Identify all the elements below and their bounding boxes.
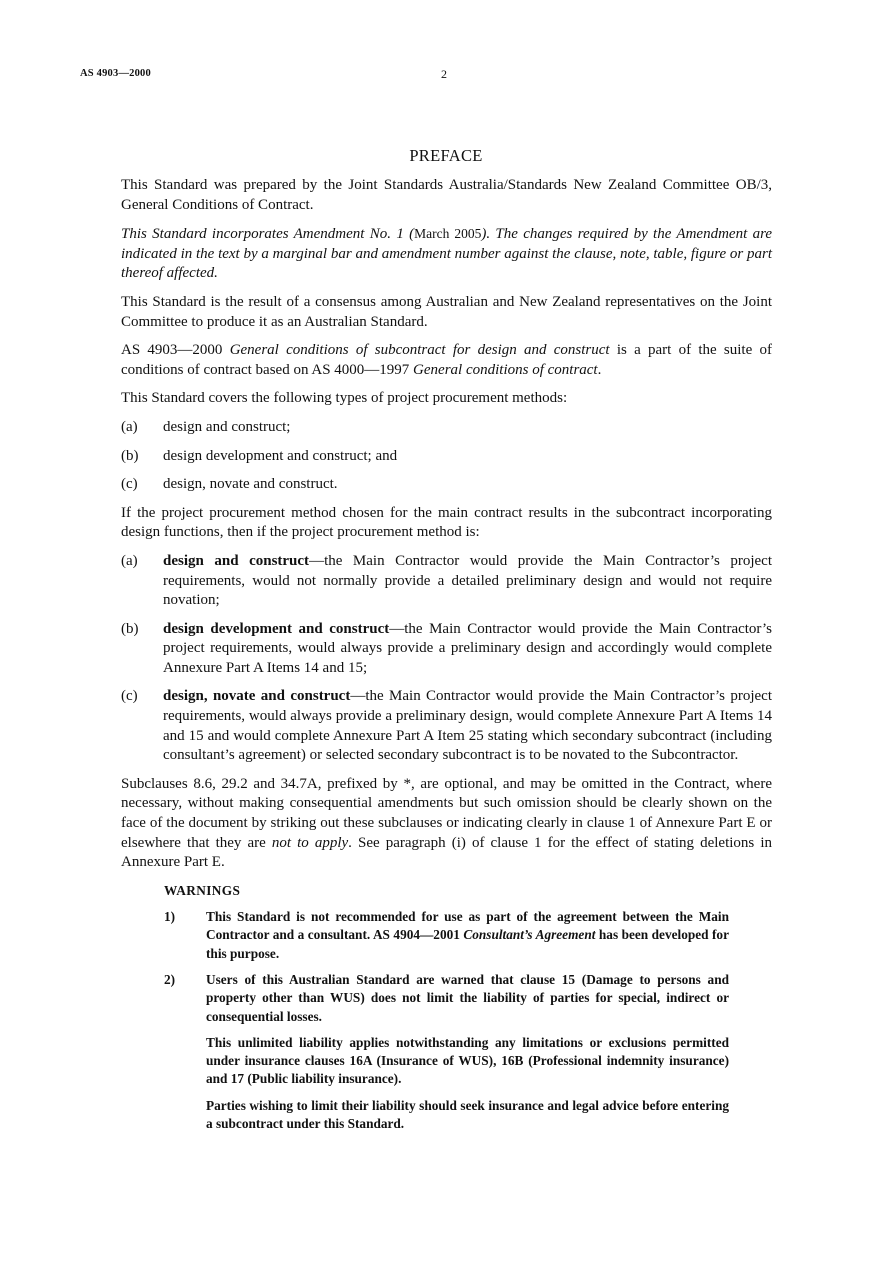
list-item-desc: —the Main Contractor would provide the Main Contractor’s project requirements, would not normally provide a detailed preliminary design and would not require novation;	[163, 552, 772, 609]
list-item-desc: —the Main Contractor would provide the Main Contractor’s project requirements, would always provide a preliminary design and accordingly would complete Annexure Part A Items 14 and 15;	[163, 620, 772, 676]
warning-text	[206, 908, 729, 963]
warning-text: Users of this Australian Standard are warned that clause 15 (Damage to persons and property other than WUS) does not limit the liability of parties for special, indirect or consequential losses.	[206, 972, 729, 1024]
list-item-text	[163, 552, 772, 611]
optional-text-1: Subclauses 8.6, 29.2 and 34.7A, prefixed by *, are optional, and may be omitted in the Contract, where necessary, without making consequential amendments but such omission should be clearly shown on the face of the document by striking out these subclauses or indicating clearly in clause 1 of Annexure Part E or elsewhere that they are	[121, 775, 772, 851]
warnings-title: WARNINGS	[164, 882, 241, 898]
list-item-text: design, novate and construct.	[163, 476, 338, 493]
warning-item	[164, 971, 729, 1026]
paragraph-amendment	[121, 224, 772, 284]
suite-text-3: .	[597, 361, 602, 378]
amendment-text-start: This Standard incorporates Amendment No. 1 (	[121, 226, 415, 243]
warnings-section	[164, 882, 729, 1134]
warning-1-italic: Consultant’s Agreement	[463, 927, 596, 943]
list-item-label: (b)	[121, 620, 139, 637]
suite-contract-italic: General conditions of contract	[413, 361, 598, 378]
list-item-text	[163, 687, 772, 765]
list-item-term: design, novate and construct	[163, 688, 351, 705]
amendment-text-end: ). The changes required by the Amendment are indicated in the text by a marginal bar and amendment number against the clause, note, table, figure or part thereof affected.	[121, 226, 773, 282]
list-item	[121, 552, 772, 611]
list-item	[121, 447, 772, 467]
list-item	[121, 620, 772, 679]
page-title: PREFACE	[409, 146, 483, 165]
warning-paragraph: This unlimited liability applies notwithstanding any limitations or exclusions permitted under insurance clauses 16A (Insurance of WUS), 16B (Professional indemnity insurance) and 17 (Public liability insurance).	[206, 1034, 729, 1087]
list-item-desc: —the Main Contractor would provide the Main Contractor’s project requirements, would always provide a preliminary design, would complete Annexure Part A Items 14 and 15 and would complete Annexure Part A Item 25 stating which secondary subcontract (including consultant’s agreement) or selected secondary subcontract is to be novated to the Subcontractor.	[163, 688, 773, 764]
list-item-label: (c)	[121, 688, 138, 705]
preface-body	[121, 176, 772, 1141]
paragraph-covers: This Standard covers the following types of project procurement methods:	[121, 390, 568, 407]
page-number: 2	[441, 67, 447, 81]
warning-item	[164, 908, 729, 963]
optional-not-to-apply: not to apply	[271, 834, 349, 851]
paragraph-suite	[121, 341, 772, 380]
suite-title-italic: General conditions of subcontract for design and construct	[229, 342, 610, 359]
paragraph-optional-subclauses	[121, 775, 772, 873]
warning-paragraph: Parties wishing to limit their liability should seek insurance and legal advice before entering a subcontract under this Standard.	[206, 1097, 729, 1132]
list-item-text: design development and construct; and	[163, 447, 398, 464]
optional-text-2: . See paragraph (i) of clause 1 for the effect of stating deletions in Annexure Part E.	[121, 834, 772, 871]
list-item-term: design development and construct	[163, 620, 390, 637]
paragraph-procurement: If the project procurement method chosen for the main contract results in the subcontract incorporating design functions, then if the project procurement method is:	[121, 504, 772, 541]
list-item-label: (a)	[121, 418, 138, 435]
warning-label: 2)	[164, 972, 176, 987]
amendment-date: March 2005	[414, 226, 482, 242]
list-item-label: (c)	[121, 476, 138, 493]
list-item	[121, 687, 772, 765]
document-id: AS 4903—2000	[80, 68, 151, 79]
list-item-label: (b)	[121, 447, 139, 464]
list-item	[121, 475, 772, 495]
paragraph-committee: This Standard was prepared by the Joint Standards Australia/Standards New Zealand Committee OB/3, General Conditions of Contract.	[121, 177, 772, 213]
suite-text-2: is a part of the suite of conditions of contract based on AS 4000—1997	[121, 342, 772, 378]
paragraph-consensus: This Standard is the result of a consensus among Australian and New Zealand representatives on the Joint Committee to produce it as an Australian Standard.	[121, 293, 772, 330]
warning-label: 1)	[164, 909, 176, 925]
list-item-label: (a)	[121, 552, 138, 569]
warning-1-text-end: has been developed for this purpose.	[206, 927, 729, 961]
list-item	[121, 418, 772, 438]
suite-text-1: AS 4903—2000	[121, 342, 230, 359]
list-item-text	[163, 620, 772, 679]
list-item-text: design and construct;	[163, 418, 291, 435]
list-item-term: design and construct	[163, 552, 310, 569]
warning-1-text: This Standard is not recommended for use as part of the agreement between the Main Contractor and a consultant. AS 4904—2001	[206, 909, 729, 943]
